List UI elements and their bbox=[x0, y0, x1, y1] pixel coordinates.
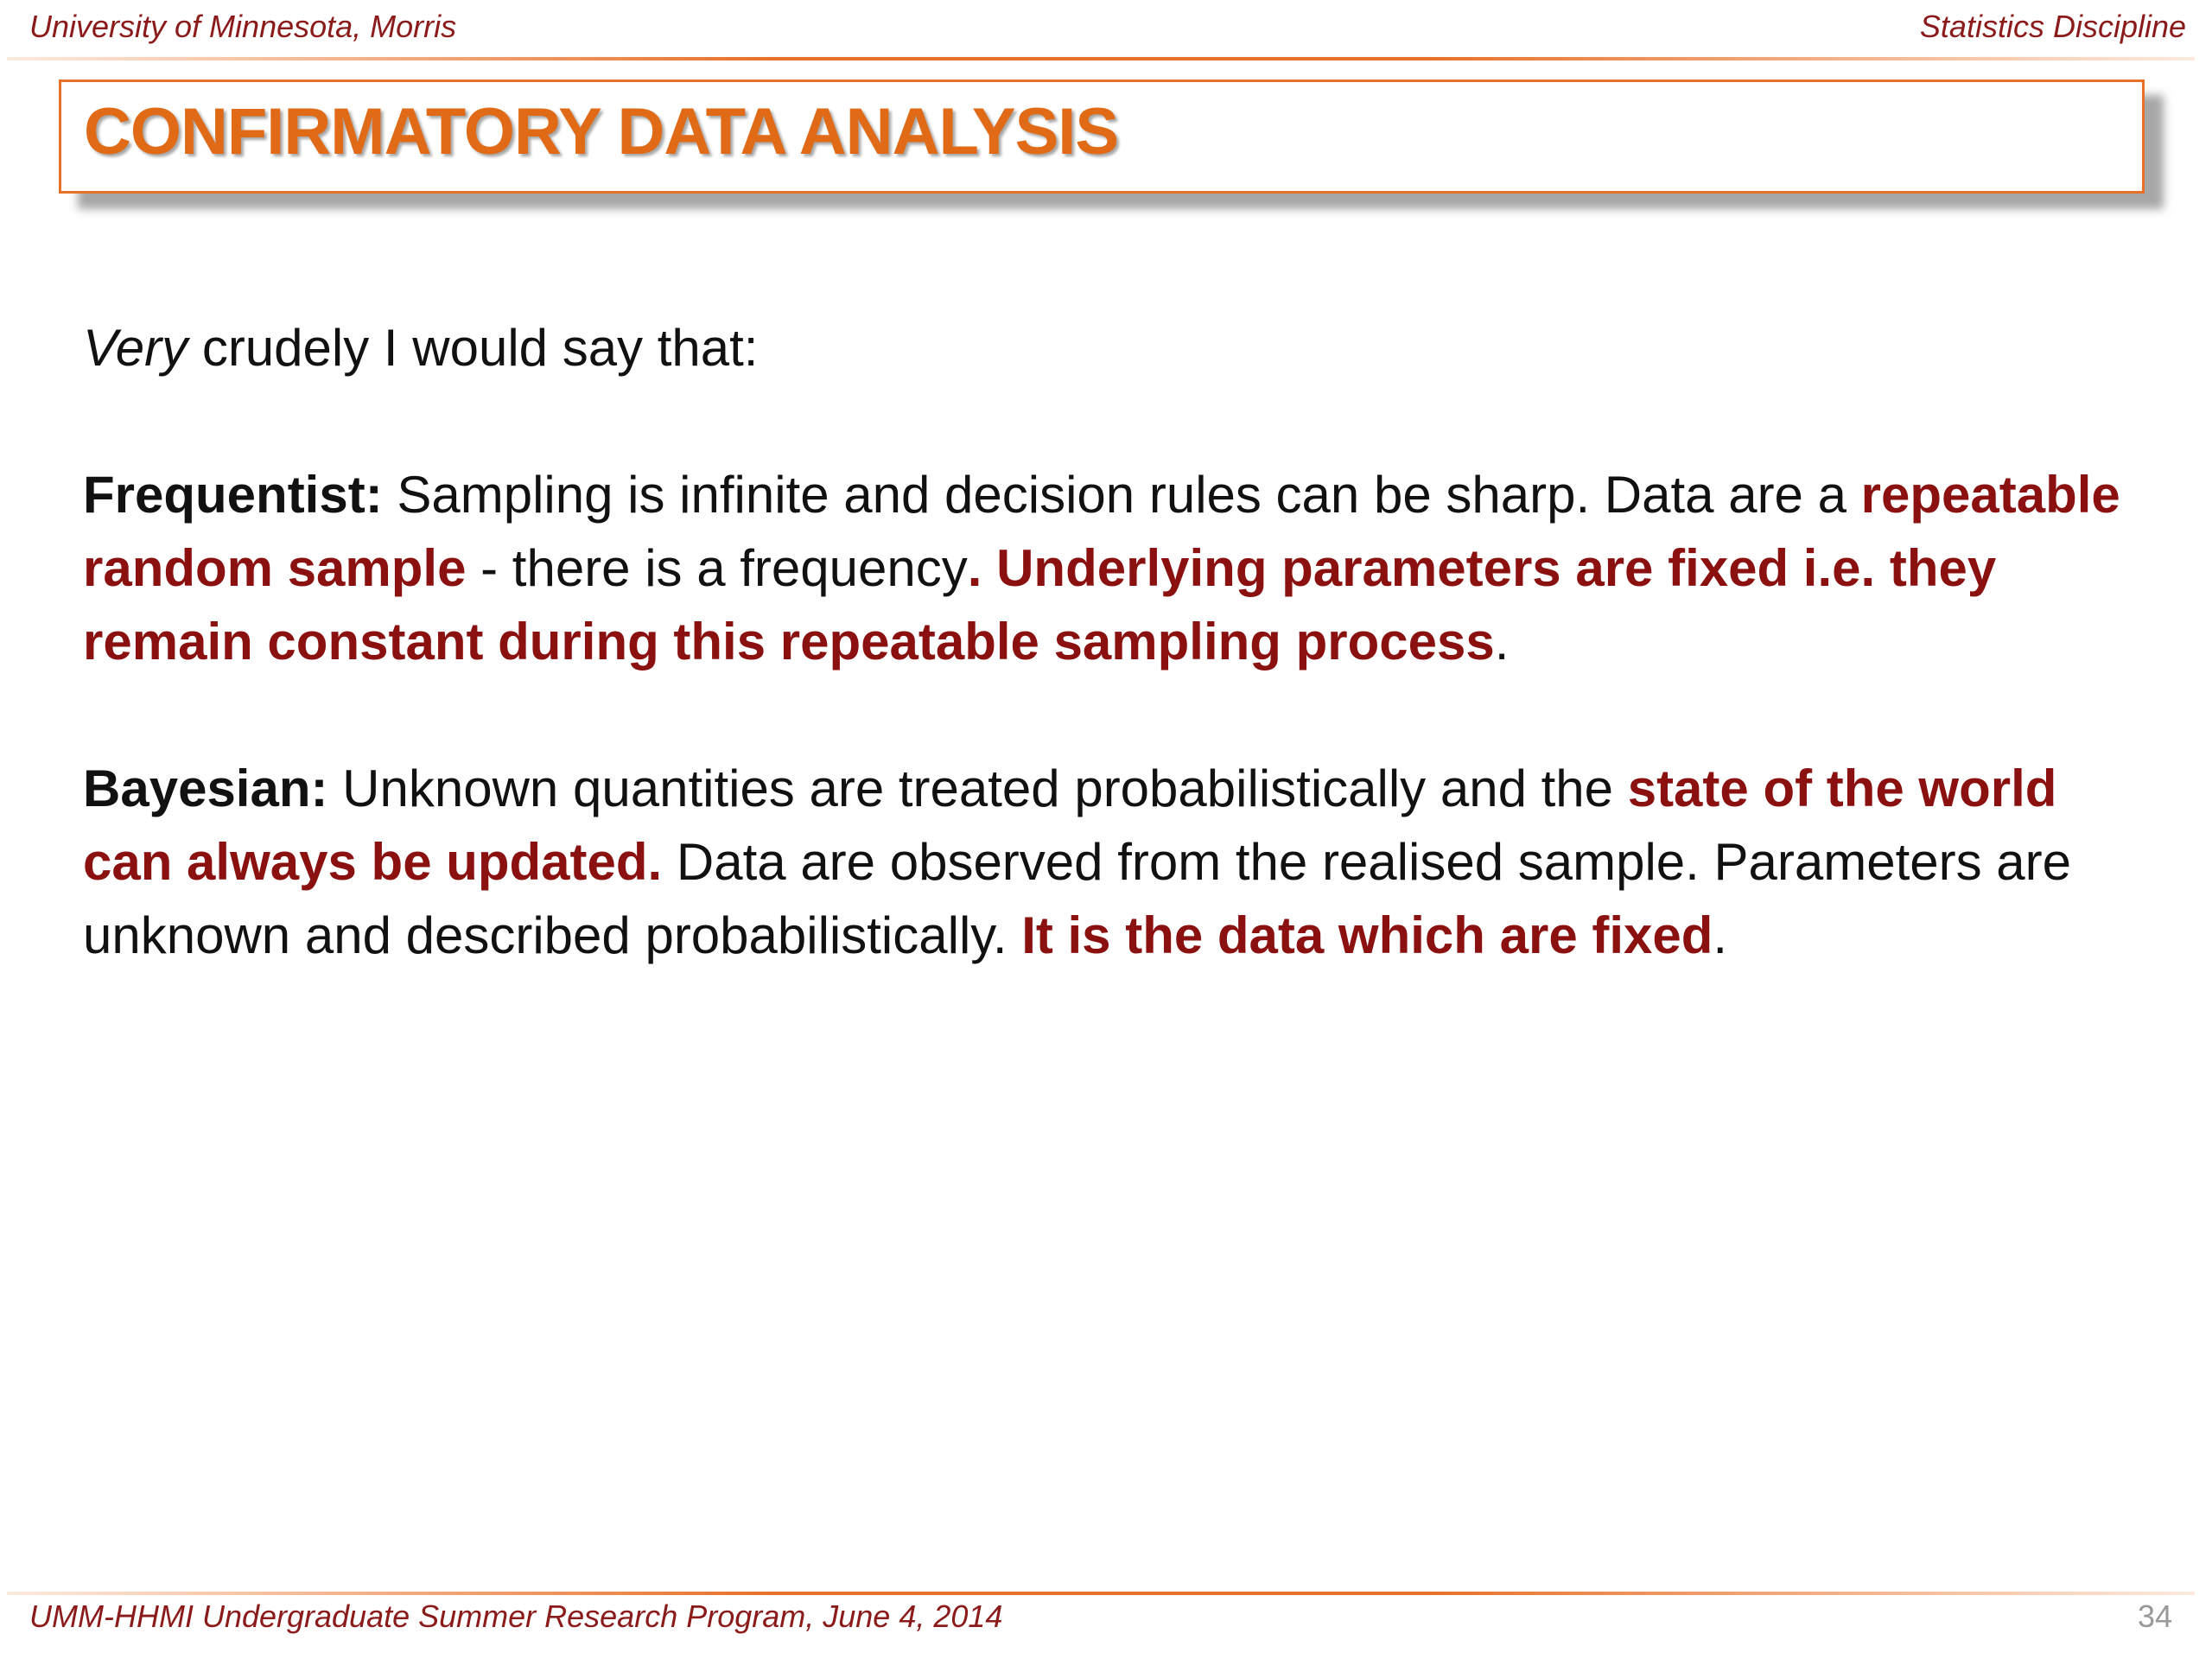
bayesian-emphasis-1: state of the world can always be updated. bbox=[83, 760, 2057, 891]
bayesian-paragraph bbox=[83, 752, 2148, 972]
frequentist-emphasis-1: repeatable random sample bbox=[83, 466, 2120, 597]
frequentist-text-2: - there is a frequency bbox=[466, 539, 968, 597]
bayesian-text-2: Data are observed from the realised sample. Parameters are unknown and described probabilistically. bbox=[83, 833, 2071, 964]
frequentist-text-3: . bbox=[1494, 613, 1510, 671]
bayesian-text-1: Unknown quantities are treated probabilistically and the bbox=[327, 760, 1628, 817]
footer-program: UMM-HHMI Undergraduate Summer Research Program, June 4, 2014 bbox=[29, 1599, 1003, 1634]
bayesian-label: Bayesian: bbox=[83, 760, 328, 817]
intro-italic: Very bbox=[83, 319, 188, 377]
header-discipline: Statistics Discipline bbox=[1919, 9, 2186, 44]
title-box bbox=[59, 79, 2145, 194]
frequentist-paragraph bbox=[83, 458, 2148, 678]
page-number: 34 bbox=[2137, 1599, 2172, 1634]
bayesian-emphasis-2: It is the data which are fixed bbox=[1021, 906, 1713, 964]
slide-header bbox=[29, 9, 2186, 57]
frequentist-label: Frequentist: bbox=[83, 466, 383, 524]
header-divider bbox=[7, 57, 2195, 60]
footer-divider bbox=[7, 1592, 2195, 1595]
header-institution: University of Minnesota, Morris bbox=[29, 9, 457, 44]
intro-text: crudely I would say that: bbox=[188, 319, 759, 377]
frequentist-text-1: Sampling is infinite and decision rules can be sharp. Data are a bbox=[382, 466, 1861, 524]
bayesian-text-3: . bbox=[1713, 906, 1728, 964]
slide-body bbox=[83, 311, 2148, 1046]
frequentist-emphasis-2: . Underlying parameters are fixed i.e. they remain constant during this repeatable sampling process bbox=[83, 539, 1997, 671]
intro-paragraph bbox=[83, 311, 2148, 385]
slide-title: CONFIRMATORY DATA ANALYSIS bbox=[84, 95, 1119, 168]
